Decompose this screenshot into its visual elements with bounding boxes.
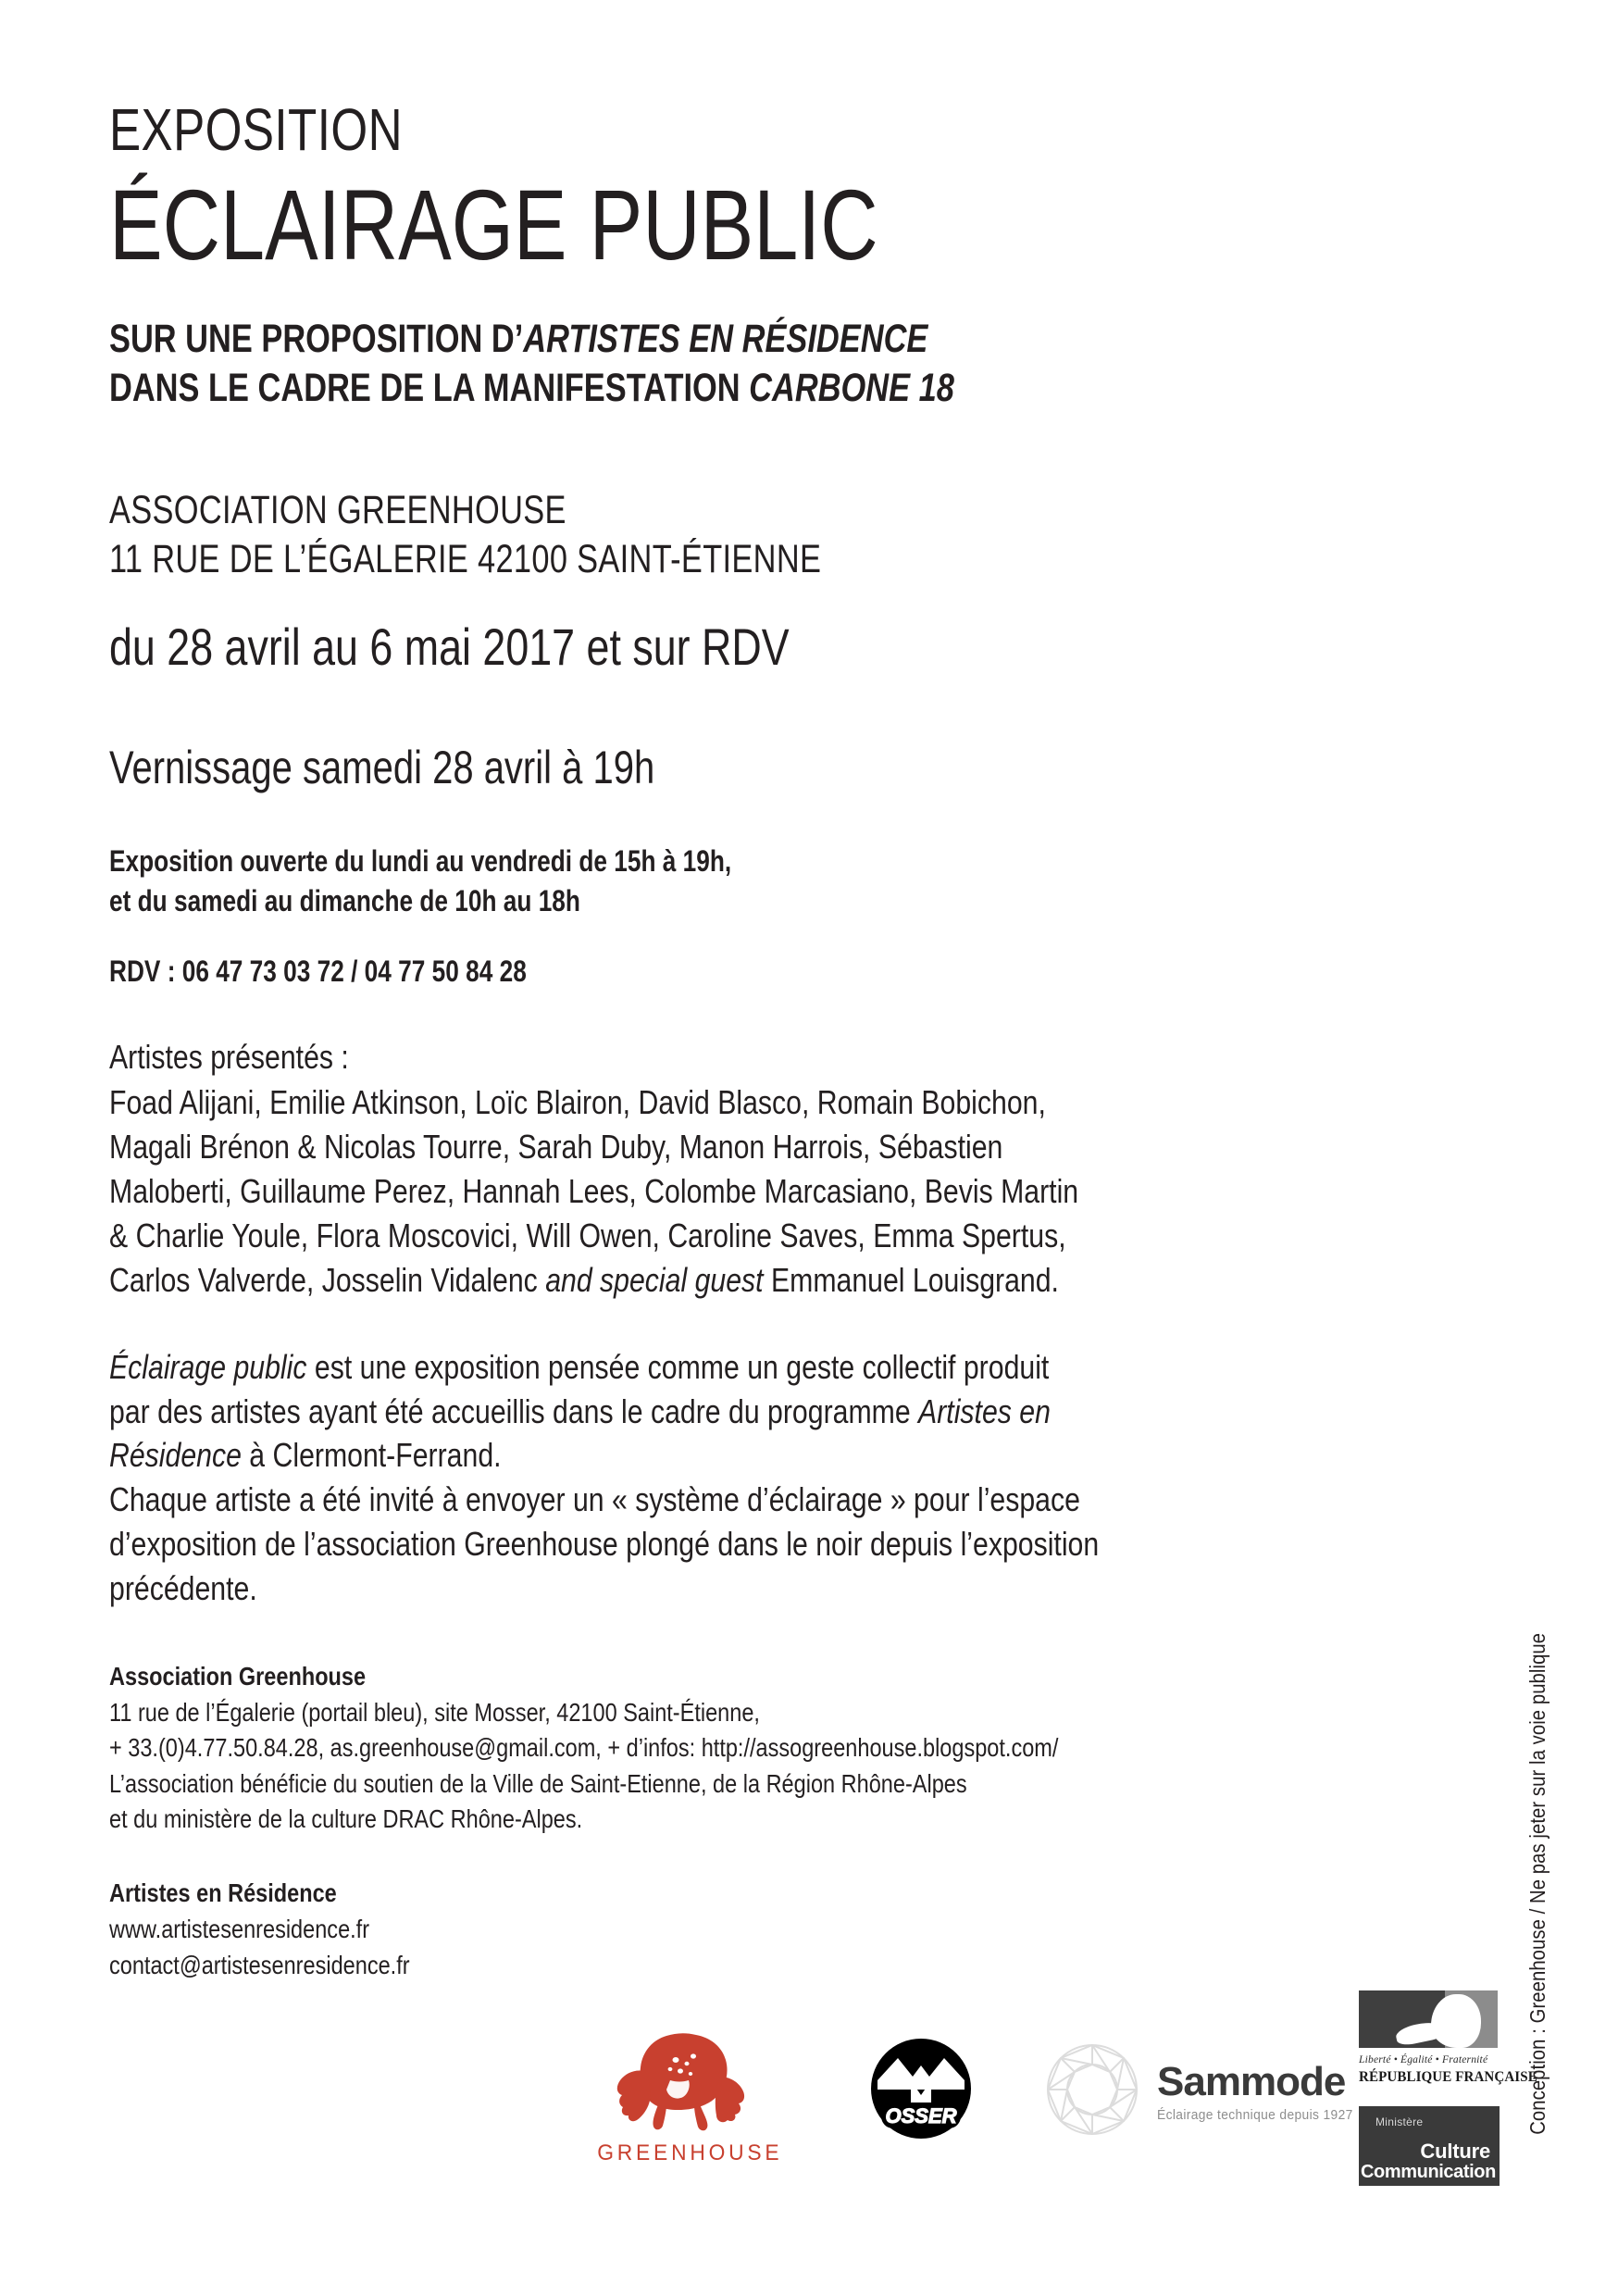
artists-line-text: Maloberti, Guillaume Perez, Hannah Lees, Colombe Marcasiano, Bevis Martin <box>109 1172 1079 1211</box>
vertical-credit-text: Conception : Greenhouse / Ne pas jeter sur la voie publique <box>1525 1632 1550 2135</box>
ministry-culture-logo <box>1359 2106 1500 2186</box>
statement-line <box>109 1522 1268 1566</box>
marianne-icon <box>1359 1990 1498 2048</box>
artists-label: Artistes présentés : <box>109 1037 349 1076</box>
marianne-face-shape <box>1431 1994 1481 2048</box>
vernissage-line: Vernissage samedi 28 avril à 19h <box>109 741 655 793</box>
opening-hours-line-2: et du samedi au dimanche de 10h au 18h <box>109 883 580 917</box>
statement-plain: Chaque artiste a été invité à envoyer un « système d’éclairage » pour l’espace <box>109 1480 1080 1519</box>
poster-content <box>109 0 1488 1984</box>
greenhouse-wordmark: GREENHOUSE <box>597 2140 783 2165</box>
artists-line-italic: and special guest <box>545 1260 764 1299</box>
exhibition-dates: du 28 avril au 6 mai 2017 et sur RDV <box>109 617 790 676</box>
greenhouse-logo <box>592 2023 787 2166</box>
artists-line <box>109 1125 1268 1169</box>
contact-title: Association Greenhouse <box>109 1661 367 1691</box>
artists-line-text: Foad Alijani, Emilie Atkinson, Loïc Blairon, David Blasco, Romain Bobichon, <box>109 1083 1046 1122</box>
subtitle-line-1-plain: SUR UNE PROPOSITION D’ <box>109 317 524 362</box>
venue-name: ASSOCIATION GREENHOUSE <box>109 488 566 533</box>
venue-block <box>109 486 1213 583</box>
subtitle-line-2 <box>109 364 1213 412</box>
statement-tail: est une exposition pensée comme un geste collectif produit <box>306 1347 1050 1386</box>
opening-hours <box>109 842 1240 921</box>
exhibition-statement <box>109 1345 1268 1611</box>
artists-list <box>109 1080 1268 1302</box>
statement-plain: d’exposition de l’association Greenhouse plongé dans le noir depuis l’exposition <box>109 1525 1100 1564</box>
contact-block <box>109 1659 1268 1838</box>
statement-line <box>109 1345 1268 1390</box>
subtitle-line-1 <box>109 315 1213 363</box>
statement-line <box>109 1433 1268 1478</box>
venue-address: 11 RUE DE L’ÉGALERIE 42100 SAINT-ÉTIENNE <box>109 536 822 581</box>
subtitle-line-2-plain: DANS LE CADRE DE LA MANIFESTATION <box>109 365 750 410</box>
subtitle-line-2-italic: CARBONE 18 <box>749 365 954 410</box>
svg-text:OSSER: OSSER <box>885 2104 957 2128</box>
statement-line <box>109 1390 1268 1434</box>
statement-plain: par des artistes ayant été accueillis dans le cadre du programme <box>109 1391 919 1430</box>
mosser-logo <box>870 2038 972 2144</box>
artists-line-text: Carlos Valverde, Josselin Vidalenc <box>109 1260 546 1299</box>
frog-icon <box>611 2023 768 2134</box>
air-title: Artistes en Résidence <box>109 1878 337 1908</box>
statement-plain: précédente. <box>109 1569 257 1608</box>
contact-phone-email: + 33.(0)4.77.50.84.28, as.greenhouse@gmail.com, + d’infos: http://assogreenhouse.blogspot.com/ <box>109 1733 1059 1763</box>
statement-tail: à Clermont-Ferrand. <box>241 1436 502 1475</box>
contact-address: 11 rue de l’Égalerie (portail bleu), site Mosser, 42100 Saint-Étienne, <box>109 1697 760 1727</box>
page-title: ÉCLAIRAGE PUBLIC <box>109 168 878 281</box>
statement-line <box>109 1566 1268 1611</box>
air-email[interactable]: contact@artistesenresidence.fr <box>109 1951 410 1980</box>
artists-line-text: Magali Brénon & Nicolas Tourre, Sarah Duby, Manon Harrois, Sébastien <box>109 1128 1003 1167</box>
artists-line <box>109 1080 1268 1125</box>
artists-line <box>109 1214 1268 1258</box>
statement-italic: Résidence <box>109 1436 242 1475</box>
rdv-phone-line: RDV : 06 47 73 03 72 / 04 77 50 84 28 <box>109 954 527 988</box>
sammode-tagline: Éclairage technique depuis 1927 <box>1157 2107 1353 2123</box>
artists-line-tail: Emmanuel Louisgrand. <box>763 1260 1059 1299</box>
ministry-communication-word: Communication <box>1361 2162 1496 2182</box>
statement-line <box>109 1478 1268 1522</box>
sammode-wordmark: Sammode <box>1157 2059 1346 2104</box>
sammode-ring-icon <box>1037 2034 1148 2145</box>
exhibition-kicker: EXPOSITION <box>109 96 403 163</box>
artistes-en-residence-block <box>109 1875 1268 1984</box>
air-website[interactable]: www.artistesenresidence.fr <box>109 1915 370 1944</box>
rf-motto: Liberté • Égalité • Fraternité <box>1359 2053 1488 2065</box>
exhibition-subtitle <box>109 315 1213 412</box>
rf-name: RÉPUBLIQUE FRANÇAISE <box>1359 2069 1537 2085</box>
ministry-label: Ministère <box>1375 2115 1424 2128</box>
subtitle-line-1-italic: ARTISTES EN RÉSIDENCE <box>523 317 928 362</box>
artists-line <box>109 1169 1268 1214</box>
statement-italic: Artistes en <box>918 1391 1051 1430</box>
ministry-culture-word: Culture <box>1420 2140 1490 2163</box>
marianne-hand-shape <box>1394 2019 1445 2047</box>
opening-hours-line-1: Exposition ouverte du lundi au vendredi de 15h à 19h, <box>109 843 732 878</box>
statement-italic: Éclairage public <box>109 1347 307 1386</box>
artists-line-text: & Charlie Youle, Flora Moscovici, Will Owen, Caroline Saves, Emma Spertus, <box>109 1216 1066 1254</box>
mosser-icon <box>870 2038 972 2140</box>
contact-support-1: L’association bénéficie du soutien de la Ville de Saint-Etienne, de la Région Rhône-Alpes <box>109 1768 967 1798</box>
contact-support-2: et du ministère de la culture DRAC Rhône-Alpes. <box>109 1804 583 1834</box>
artists-line <box>109 1258 1268 1303</box>
republique-francaise-logo <box>1359 1990 1537 2186</box>
